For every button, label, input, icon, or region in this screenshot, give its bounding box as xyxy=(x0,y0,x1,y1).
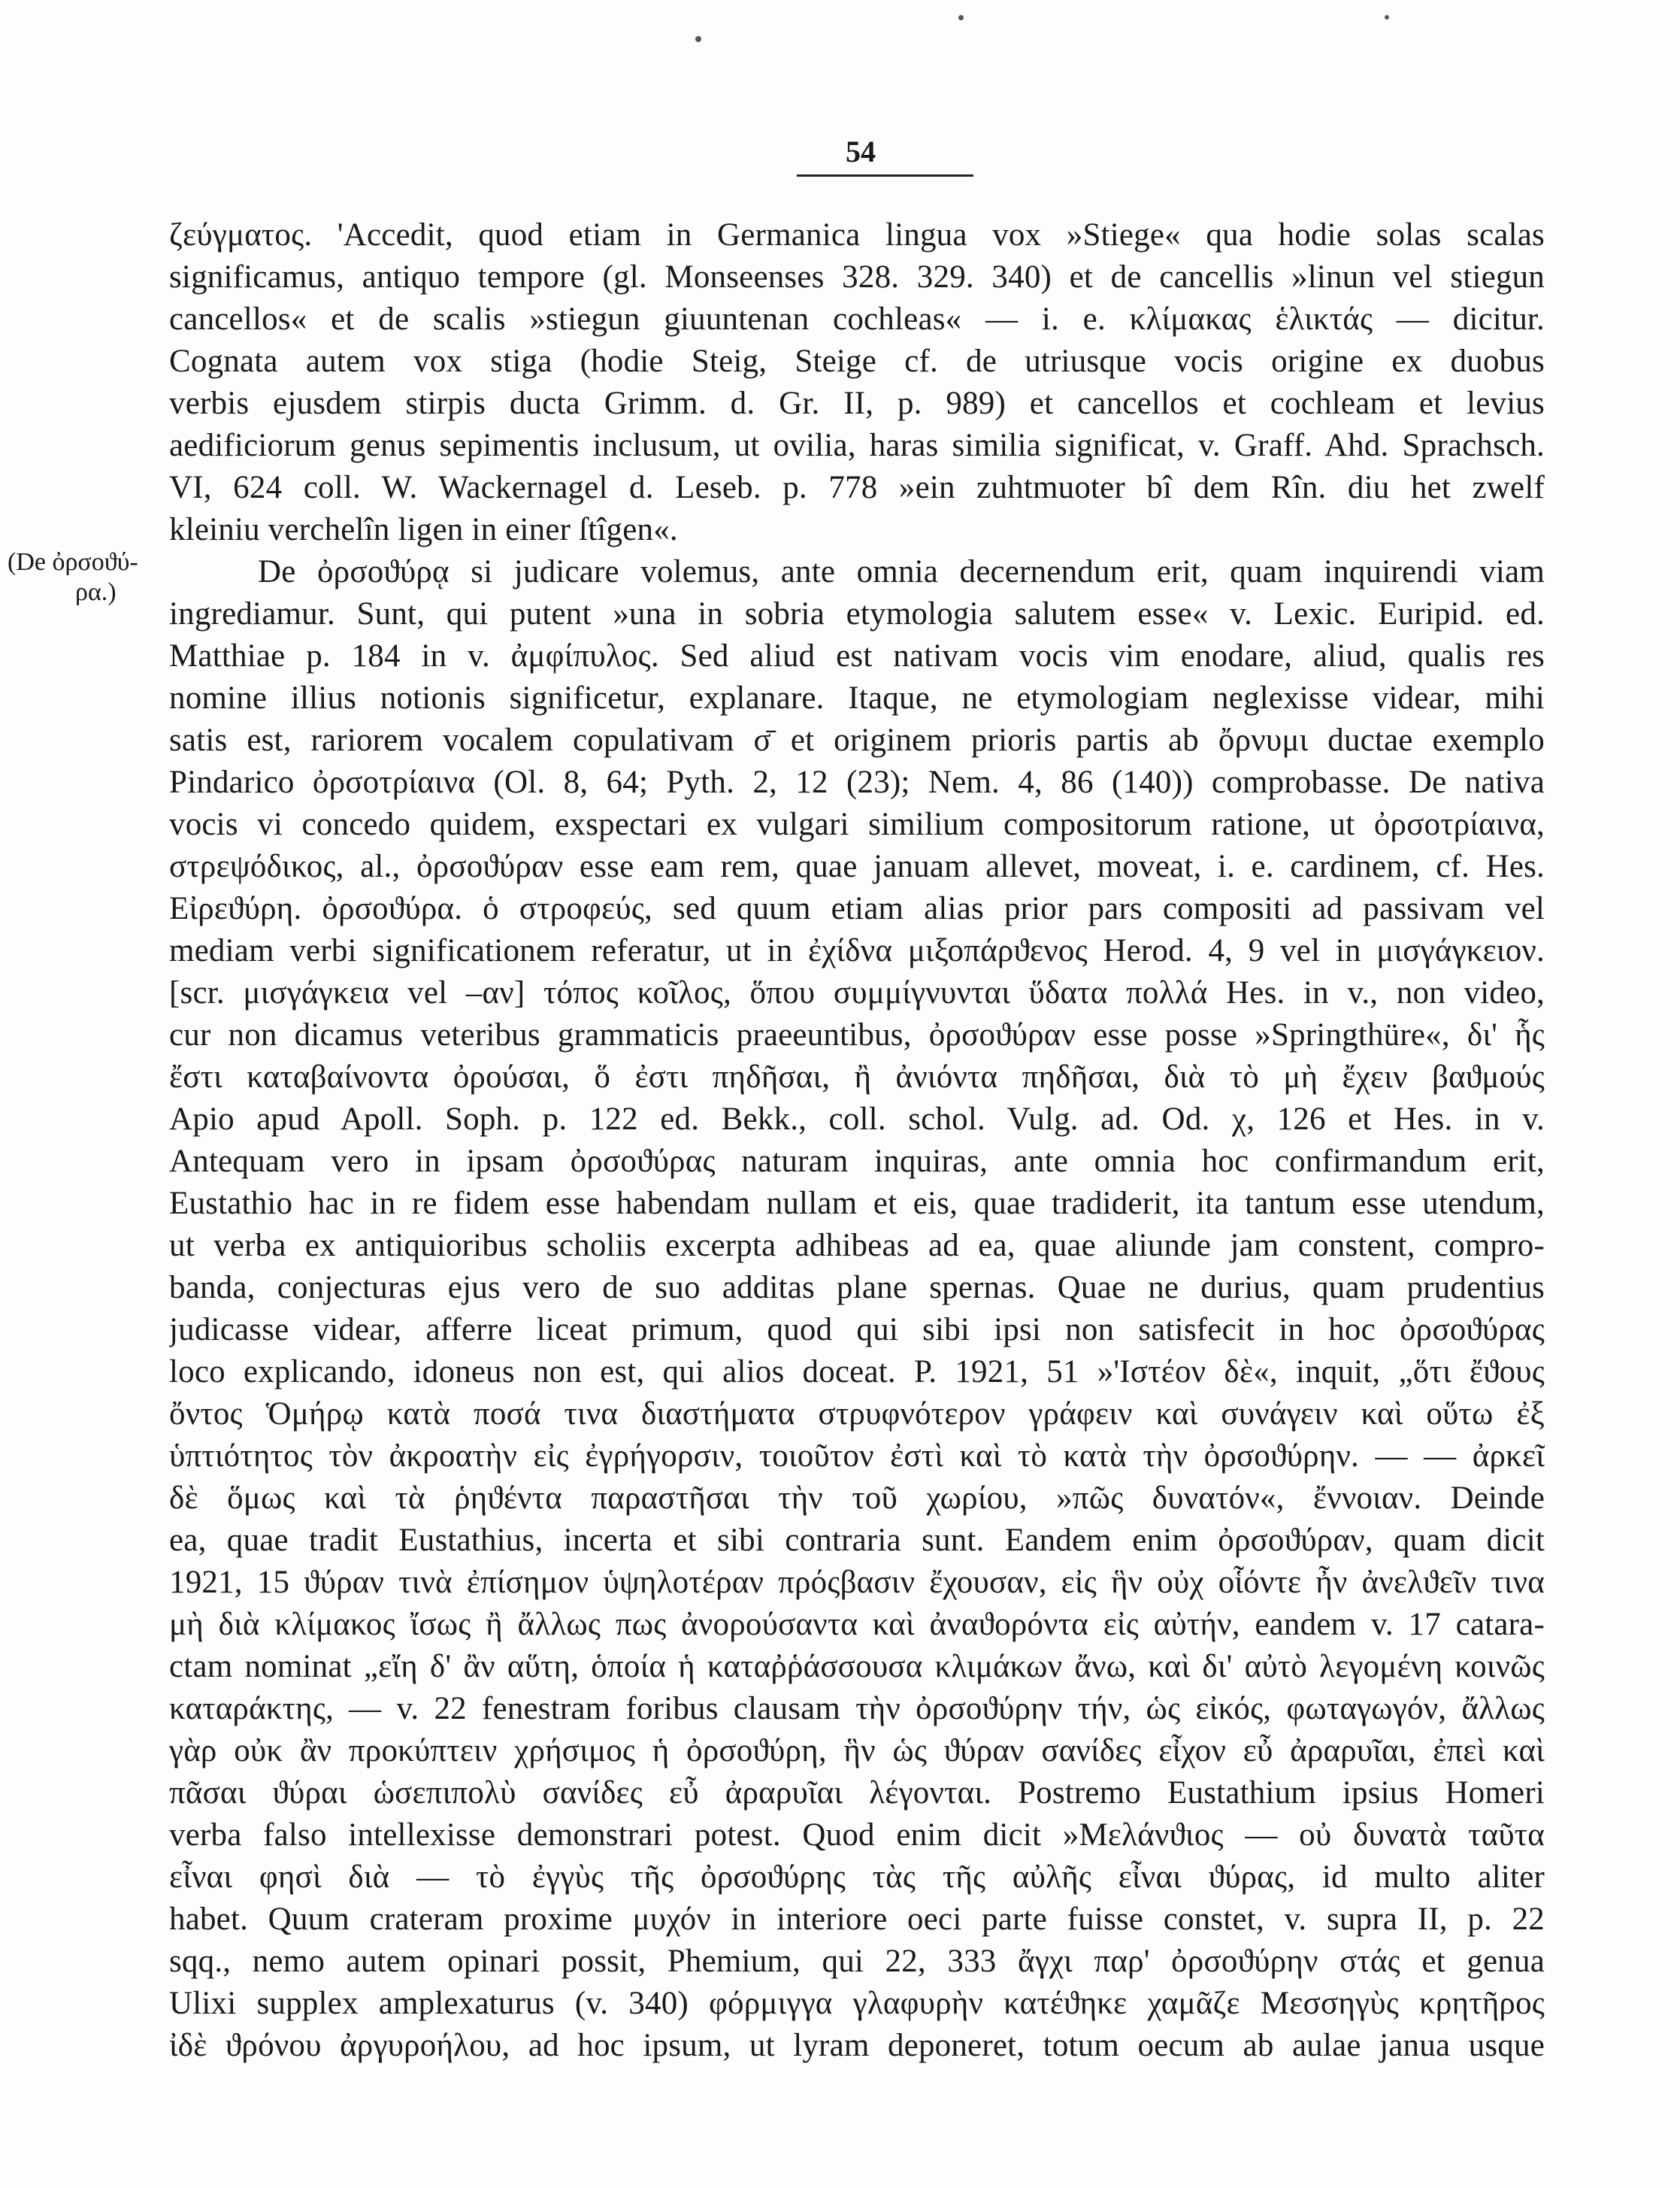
print-speck xyxy=(695,36,701,42)
text-line: nomine illius notionis significetur, explanare. Itaque, ne etymologiam neglexisse videar, mihi xyxy=(169,680,1545,716)
text-line: [scr. μισγάγκεια vel –αν] τόπος κοῖλος, ὅπου συμμίγνυνται ὕδατα πολλά Hes. in v., non video, xyxy=(169,975,1545,1011)
text-line: cancellos« et de scalis »stiegun giuuntenan cochleas« — i. e. κλίμακας ἑλικτάς — dicitur. xyxy=(169,302,1545,337)
text-line: ζεύγματος. 'Accedit, quod etiam in Germanica lingua vox »Stiege« qua hodie solas scalas xyxy=(169,217,1545,253)
text-line: mediam verbi significationem referatur, ut in ἐχίδνα μιξοπάρϑενος Herod. 4, 9 vel in μισγάγκειον. xyxy=(169,933,1545,968)
text-line: ὄντος Ὁμήρῳ κατὰ ποσά τινα διαστήματα στρυφνότερον γράφειν καὶ συνάγειν καὶ οὕτω ἐξ xyxy=(169,1396,1545,1432)
text-line: significamus, antiquo tempore (gl. Monseenses 328. 329. 340) et de cancellis »linun vel stiegun xyxy=(169,259,1545,295)
text-line: ἔστι καταβαίνοντα ὀρούσαι, ὅ ἐστι πηδῆσαι, ἢ ἀνιόντα πηδῆσαι, διὰ τὸ μὴ ἔχειν βαϑμούς xyxy=(169,1059,1545,1095)
text-line: satis est, rariorem vocalem copulativam σ̄ et originem prioris partis ab ὄρνυμι ductae exemplo xyxy=(169,723,1545,758)
text-line: Cognata autem vox stiga (hodie Steig, Steige cf. de utriusque vocis origine ex duobus xyxy=(169,344,1545,379)
text-line: banda, conjecturas ejus vero de suo additas plane spernas. Quae ne durius, quam prudentius xyxy=(169,1270,1545,1305)
text-line: Apio apud Apoll. Soph. p. 122 ed. Bekk., coll. schol. Vulg. ad. Od. χ, 126 et Hes. in v. xyxy=(169,1102,1545,1137)
text-line: Matthiae p. 184 in v. ἀμφίπυλος. Sed aliud est nativam vocis vim enodare, aliud, qualis res xyxy=(169,638,1545,674)
text-line: verbis ejusdem stirpis ducta Grimm. d. Gr. II, p. 989) et cancellos et cochleam et levius xyxy=(169,386,1545,421)
text-line: Eustathio hac in re fidem esse habendam nullam et eis, quae tradiderit, ita tantum esse utendum, xyxy=(169,1186,1545,1221)
text-line: ut verba ex antiquioribus scholiis excerpta adhibeas ad ea, quae aliunde jam constent, compro- xyxy=(169,1228,1545,1263)
text-line: εἶναι φησὶ διὰ — τὸ ἐγγὺς τῆς ὀρσοϑύρης τὰς τῆς αὐλῆς εἶναι ϑύρας, id multo aliter xyxy=(169,1859,1545,1895)
text-line: γὰρ οὐκ ἂν προκύπτειν χρήσιμος ἡ ὀρσοϑύρη, ἣν ὡς ϑύραν σανίδες εἶχον εὖ ἀραρυῖαι, ἐπεὶ καὶ xyxy=(169,1733,1545,1768)
page-number: 54 xyxy=(846,135,876,168)
text-line: καταράκτης, — v. 22 fenestram foribus clausam τὴν ὀρσοϑύρην τήν, ὡς εἰκός, φωταγωγόν, ἄλλως xyxy=(169,1691,1545,1726)
margin-note xyxy=(8,547,158,608)
print-speck xyxy=(1385,15,1389,20)
header-rule xyxy=(797,174,973,177)
text-line: ea, quae tradit Eustathius, incerta et sibi contraria sunt. Eandem enim ὀρσοϑύραν, quam dicit xyxy=(169,1523,1545,1558)
text-line: δὲ ὅμως καὶ τὰ ῥηϑέντα παραστῆσαι τὴν τοῦ χωρίου, »πῶς δυνατόν«, ἔννοιαν. Deinde xyxy=(169,1480,1545,1516)
text-line: Pindarico ὀρσοτρίαινα (Ol. 8, 64; Pyth. 2, 12 (23); Nem. 4, 86 (140)) comprobasse. De nativa xyxy=(169,765,1545,800)
text-line: Antequam vero in ipsam ὀρσοϑύρας naturam inquiras, ante omnia hoc confirmandum erit, xyxy=(169,1144,1545,1179)
text-line: VI, 624 coll. W. Wackernagel d. Leseb. p. 778 »ein zuhtmuoter bî dem Rîn. diu het zwelf xyxy=(169,470,1545,505)
text-line: loco explicando, idoneus non est, qui alios doceat. P. 1921, 51 »'Ιστέον δὲ«, inquit, „ὅτι ἔϑους xyxy=(169,1354,1545,1389)
text-line: ἰδὲ ϑρόνου ἀργυροήλου, ad hoc ipsum, ut lyram deponeret, totum oecum ab aulae janua usque xyxy=(169,2028,1545,2063)
text-line: De ὀρσοϑύρᾳ si judicare volemus, ante omnia decernendum erit, quam inquirendi viam xyxy=(258,554,1545,589)
text-line: judicasse videar, afferre liceat primum, quod qui sibi ipsi non satisfecit in hoc ὀρσοϑύρας xyxy=(169,1312,1545,1347)
text-line: habet. Quum crateram proxime μυχόν in interiore oeci parte fuisse constet, v. supra II, p. 22 xyxy=(169,1902,1545,1937)
text-line: πᾶσαι ϑύραι ὡσεπιπολὺ σανίδες εὖ ἀραρυῖαι λέγονται. Postremo Eustathium ipsius Homeri xyxy=(169,1775,1545,1811)
text-line: kleiniu verchelîn ligen in einer ſtîgen«. xyxy=(169,512,678,547)
text-line: vocis vi concedo quidem, exspectari ex vulgari similium compositorum ratione, ut ὀρσοτρίαινα, xyxy=(169,807,1545,842)
text-line: aedificiorum genus sepimentis inclusum, ut ovilia, haras similia significat, v. Graff. Ahd. Sprachsch. xyxy=(169,428,1545,463)
text-line: Εἰρεϑύρη. ὀρσοϑύρα. ὁ στροφεύς, sed quum etiam alias prior pars compositi ad passivam vel xyxy=(169,891,1545,926)
text-line: 1921, 15 ϑύραν τινὰ ἐπίσημον ὑψηλοτέραν πρόςβασιν ἔχουσαν, εἰς ἣν οὐχ οἷόντε ἦν ἀνελϑεῖν τινα xyxy=(169,1565,1545,1600)
text-line: sqq., nemo autem opinari possit, Phemium, qui 22, 333 ἄγχι παρ' ὀρσοϑύρην στάς et genua xyxy=(169,1944,1545,1979)
text-line: cur non dicamus veteribus grammaticis praeeuntibus, ὀρσοϑύραν esse posse »Springthüre«, δι' ἧς xyxy=(169,1017,1545,1053)
print-speck xyxy=(958,15,964,20)
text-line: ingrediamur. Sunt, qui putent »una in sobria etymologia salutem esse« v. Lexic. Euripid. ed. xyxy=(169,596,1545,632)
margin-note-line-1: (De ὀρσοϑύ- xyxy=(8,548,138,576)
text-line: μὴ διὰ κλίμακος ἴσως ἢ ἄλλως πως ἀνορούσαντα καὶ ἀναϑορόντα εἰς αὐτήν, eandem v. 17 catara- xyxy=(169,1607,1545,1642)
text-line: verba falso intellexisse demonstrari potest. Quod enim dicit »Μελάνϑιος — οὐ δυνατὰ ταῦτα xyxy=(169,1817,1545,1853)
text-line: Ulixi supplex amplexaturus (v. 340) φόρμιγγα γλαφυρὴν κατέϑηκε χαμᾶζε Μεσσηγὺς κρητῆρος xyxy=(169,1986,1545,2021)
margin-note-line-2: ρα.) xyxy=(75,578,117,606)
text-line: ctam nominat „εἴη δ' ἂν αὕτη, ὁποία ἡ καταῤῥάσσουσα κλιμάκων ἄνω, καὶ δι' αὐτὸ λεγομένη κοινῶς xyxy=(169,1649,1545,1684)
text-line: ὑπτιότητος τὸν ἀκροατὴν εἰς ἐγρήγορσιν, τοιοῦτον ἐστὶ καὶ τὸ κατὰ τὴν ὀρσοϑύρην. — — ἀρκεῖ xyxy=(169,1438,1545,1474)
text-line: στρεψόδικος, al., ὀρσοϑύραν esse eam rem, quae januam allevet, moveat, i. e. cardinem, cf. Hes. xyxy=(169,849,1545,884)
body-text xyxy=(169,214,1545,2067)
